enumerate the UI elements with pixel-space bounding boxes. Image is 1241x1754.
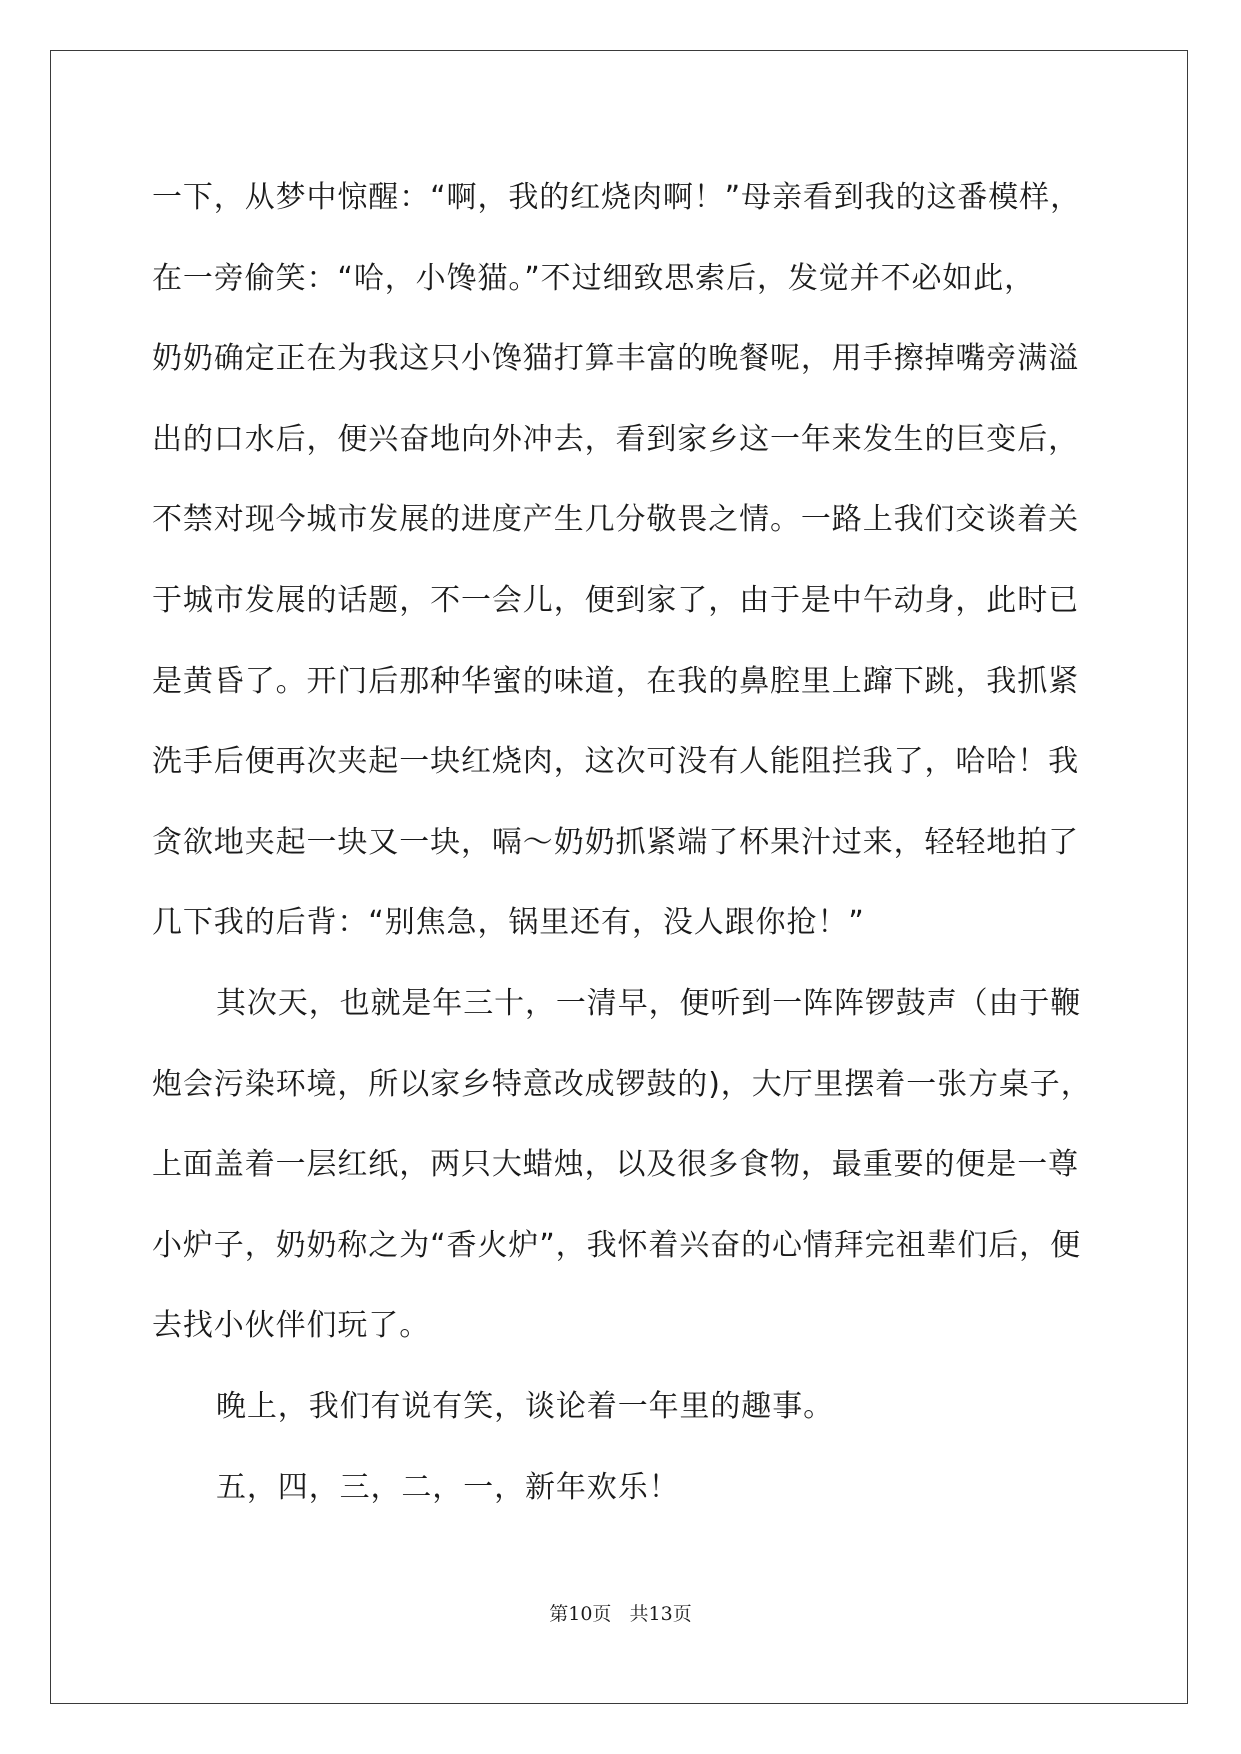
text-line: 于城市发展的话题，不一会儿，便到家了，由于是中午动身，此时已 [152, 582, 1079, 618]
text-line: 奶奶确定正在为我这只小馋猫打算丰富的晚餐呢，用手擦掉嘴旁满溢 [152, 341, 1079, 377]
text-line: 不禁对现今城市发展的进度产生几分敬畏之情。一路上我们交谈着关 [152, 502, 1079, 538]
paragraph-start-line: 晚上，我们有说有笑，谈论着一年里的趣事。 [216, 1388, 834, 1424]
text-line: 去找小伙伴们玩了。 [152, 1308, 431, 1344]
text-line: 是黄昏了。开门后那种华蜜的味道，在我的鼻腔里上蹿下跳，我抓紧 [152, 663, 1079, 699]
document-body [152, 162, 1112, 1532]
text-line: 出的口水后，便兴奋地向外冲去，看到家乡这一年来发生的巨变后， [152, 421, 1079, 457]
text-line: 贪欲地夹起一块又一块，嗝～奶奶抓紧端了杯果汁过来，轻轻地拍了 [152, 824, 1079, 860]
page-number-footer: 第10页 共13页 [549, 1603, 692, 1625]
text-line: 洗手后便再次夹起一块红烧肉，这次可没有人能阻拦我了，哈哈！我 [152, 744, 1079, 780]
text-line: 几下我的后背：“别焦急，锅里还有，没人跟你抢！” [152, 905, 865, 941]
text-line: 一下，从梦中惊醒：“啊，我的红烧肉啊！”母亲看到我的这番模样， [152, 180, 1081, 215]
paragraph-start-line: 五，四，三，二，一，新年欢乐！ [216, 1469, 680, 1505]
text-line: 小炉子，奶奶称之为“香火炉”，我怀着兴奋的心情拜完祖辈们后，便 [152, 1227, 1081, 1263]
text-line: 在一旁偷笑：“哈，小馋猫。”不过细致思索后，发觉并不必如此， [152, 260, 1036, 296]
paragraph-start-line: 其次天，也就是年三十，一清早，便听到一阵阵锣鼓声（由于鞭 [216, 985, 1082, 1021]
text-line: 上面盖着一层红纸，两只大蜡烛，以及很多食物，最重要的便是一尊 [152, 1147, 1079, 1183]
text-line: 炮会污染环境，所以家乡特意改成锣鼓的)，大厅里摆着一张方桌子， [152, 1066, 1092, 1102]
